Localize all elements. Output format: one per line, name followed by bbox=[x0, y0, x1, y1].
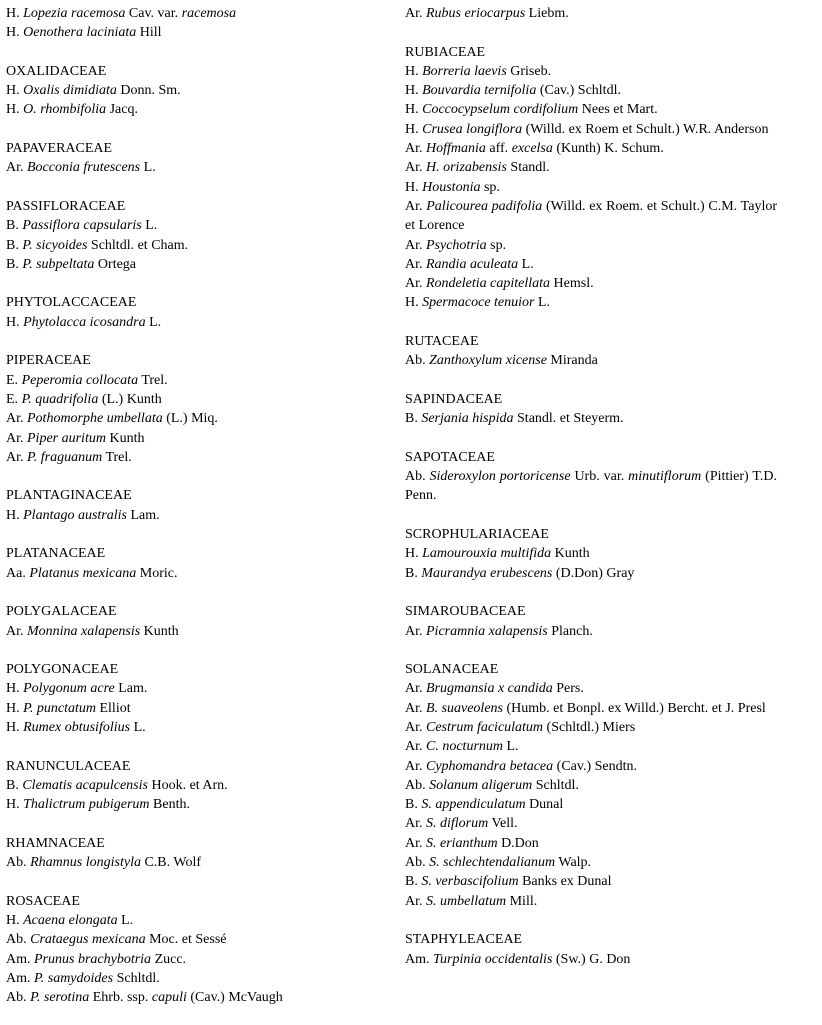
taxon-name: Picramnia xalapensis bbox=[426, 623, 548, 639]
entry-text: (L.) Kunth bbox=[98, 391, 162, 407]
taxon-name: excelsa bbox=[511, 141, 553, 157]
taxon-name: B. suaveolens bbox=[426, 700, 503, 716]
species-entry bbox=[6, 390, 386, 409]
family-block bbox=[405, 525, 777, 583]
entry-text: (Cav.) Sendtn. bbox=[553, 758, 638, 774]
family-name: SCROPHULARIACEAE bbox=[405, 527, 549, 543]
species-entry bbox=[6, 100, 386, 119]
entry-text: Am. bbox=[405, 951, 433, 967]
species-entry bbox=[405, 853, 777, 872]
family-block bbox=[6, 139, 386, 178]
entry-text: Ar. bbox=[6, 160, 27, 176]
family-name: SOLANACEAE bbox=[405, 662, 499, 678]
family-name: PLATANACEAE bbox=[6, 546, 106, 562]
taxon-name: Palicourea padifolia bbox=[426, 198, 543, 214]
taxon-name: Cestrum faciculatum bbox=[426, 719, 544, 735]
entry-text: Ab. bbox=[6, 990, 31, 1006]
taxon-name: Thalictrum pubigerum bbox=[23, 797, 150, 813]
entry-text: Liebm. bbox=[525, 6, 569, 21]
entry-text: H. bbox=[6, 6, 24, 21]
family-block bbox=[405, 602, 777, 641]
entry-text: (Pittier) T.D. Penn. bbox=[405, 469, 777, 504]
family-block bbox=[6, 757, 386, 815]
entry-text: Standl. bbox=[506, 160, 550, 176]
family-name: PASSIFLORACEAE bbox=[6, 198, 126, 214]
entry-text: Ar. bbox=[405, 719, 426, 735]
family-name: PIPERACEAE bbox=[6, 353, 91, 369]
entry-text: B. bbox=[6, 256, 23, 272]
species-entry bbox=[405, 274, 777, 293]
taxon-name: Monnina xalapensis bbox=[27, 623, 141, 639]
entry-text: Ab. bbox=[405, 353, 430, 369]
species-entry bbox=[405, 950, 777, 969]
entry-text: (D.Don) Gray bbox=[552, 565, 635, 581]
family-block bbox=[405, 4, 777, 23]
entry-text: (Willd. ex Roem et Schult.) W.R. Anderson bbox=[522, 121, 769, 137]
entry-text: (Humb. et Bonpl. ex Willd.) Bercht. et J. Presl bbox=[502, 700, 766, 716]
taxon-name: Pothomorphe umbellata bbox=[27, 411, 163, 427]
entry-text: H. bbox=[405, 121, 423, 137]
entry-text: L. bbox=[140, 160, 156, 176]
entry-text: H. bbox=[405, 83, 423, 99]
species-entry bbox=[405, 4, 777, 23]
species-entry bbox=[405, 795, 777, 814]
species-entry bbox=[405, 467, 777, 506]
family-block bbox=[405, 660, 777, 911]
taxon-name: Clematis acapulcensis bbox=[22, 777, 148, 793]
entry-text: Ar. bbox=[405, 700, 426, 716]
family-block bbox=[6, 834, 386, 873]
taxon-name: Psychotria bbox=[426, 237, 487, 253]
entry-text: B. bbox=[405, 797, 422, 813]
entry-text: (Cav.) Schltdl. bbox=[536, 83, 621, 99]
entry-text: (Willd. ex Roem. et Schult.) C.M. Taylor et Lorence bbox=[405, 198, 778, 234]
entry-text: Benth. bbox=[149, 797, 190, 813]
family-block bbox=[6, 4, 386, 43]
family-block bbox=[6, 486, 386, 525]
species-entry bbox=[6, 988, 386, 1007]
family-block bbox=[6, 351, 386, 467]
species-entry bbox=[405, 293, 777, 312]
species-entry bbox=[6, 776, 386, 795]
taxon-name: P. punctatum bbox=[23, 700, 96, 716]
species-entry bbox=[405, 872, 777, 891]
entry-text: Ar. bbox=[405, 198, 427, 214]
taxon-name: P. subpeltata bbox=[22, 256, 95, 272]
entry-text: Walp. bbox=[555, 855, 592, 871]
entry-text: L. bbox=[141, 218, 158, 234]
taxon-name: Rumex obtusifolius bbox=[23, 719, 131, 735]
species-entry bbox=[405, 737, 777, 756]
entry-text: Schltdl. bbox=[532, 777, 579, 793]
entry-text: B. bbox=[405, 874, 422, 890]
entry-text: Hemsl. bbox=[550, 276, 594, 292]
entry-text: Elliot bbox=[95, 700, 131, 716]
entry-text: Kunth bbox=[551, 546, 590, 562]
taxon-name: S. schlechtendalianum bbox=[429, 855, 556, 871]
taxon-name: Bocconia frutescens bbox=[27, 160, 141, 176]
entry-text: Lam. bbox=[114, 681, 148, 697]
taxon-name: Oxalis dimidiata bbox=[23, 83, 117, 99]
species-entry bbox=[6, 4, 386, 23]
entry-text: Ar. bbox=[405, 6, 426, 21]
entry-text: E. bbox=[6, 372, 22, 388]
entry-text: Trel. bbox=[138, 372, 168, 388]
species-entry bbox=[6, 236, 386, 255]
taxon-name: Solanum aligerum bbox=[429, 777, 533, 793]
taxon-name: Crusea longiflora bbox=[422, 121, 523, 137]
taxon-name: Lamourouxia multifida bbox=[422, 546, 552, 562]
entry-text: H. bbox=[405, 63, 423, 79]
species-entry bbox=[405, 139, 777, 158]
family-name: OXALIDACEAE bbox=[6, 63, 107, 79]
species-entry bbox=[6, 255, 386, 274]
taxon-name: Phytolacca icosandra bbox=[23, 314, 146, 330]
entry-text: sp. bbox=[480, 179, 500, 195]
entry-text: Am. bbox=[6, 970, 34, 986]
entry-text: H. bbox=[405, 102, 423, 118]
entry-text: H. bbox=[6, 83, 24, 99]
entry-text: Ar. bbox=[405, 758, 426, 774]
entry-text: Ar. bbox=[405, 256, 426, 272]
entry-text: Donn. Sm. bbox=[116, 83, 181, 99]
species-entry bbox=[405, 622, 777, 641]
family-block bbox=[6, 544, 386, 583]
entry-text: E. bbox=[6, 391, 22, 407]
entry-text: Banks ex Dunal bbox=[518, 874, 612, 890]
family-block bbox=[6, 602, 386, 641]
species-entry bbox=[6, 313, 386, 332]
taxon-name: Acaena elongata bbox=[23, 912, 118, 928]
entry-text: L. bbox=[518, 256, 534, 272]
species-entry bbox=[405, 699, 777, 718]
taxon-name: P. sicyoides bbox=[22, 237, 88, 253]
entry-text: (L.) Miq. bbox=[162, 411, 218, 427]
taxon-name: C. nocturnum bbox=[426, 739, 503, 755]
taxon-name: Passiflora capsularis bbox=[22, 218, 142, 234]
species-entry bbox=[405, 255, 777, 274]
species-entry bbox=[405, 544, 777, 563]
species-entry bbox=[405, 776, 777, 795]
entry-text: (Sw.) G. Don bbox=[552, 951, 631, 967]
entry-text: Mill. bbox=[506, 893, 538, 909]
taxon-name: S. erianthum bbox=[426, 835, 498, 851]
taxon-name: Brugmansia x candida bbox=[426, 681, 553, 697]
family-block bbox=[405, 390, 777, 429]
entry-text: H. bbox=[6, 507, 24, 523]
entry-text: H. bbox=[6, 314, 24, 330]
entry-text: Urb. var. bbox=[570, 469, 629, 485]
taxon-name: O. rhombifolia bbox=[23, 102, 107, 118]
species-entry bbox=[6, 930, 386, 949]
entry-text: Ar. bbox=[405, 276, 426, 292]
entry-text: H. bbox=[6, 681, 24, 697]
taxon-name: S. diflorum bbox=[426, 816, 489, 832]
taxon-name: Cyphomandra betacea bbox=[426, 758, 554, 774]
taxon-name: Platanus mexicana bbox=[29, 565, 137, 581]
entry-text: H. bbox=[6, 102, 24, 118]
taxon-name: Turpinia occidentalis bbox=[433, 951, 553, 967]
entry-text: B. bbox=[6, 777, 23, 793]
entry-text: Ar. bbox=[6, 411, 27, 427]
entry-text: Ar. bbox=[405, 681, 426, 697]
entry-text: Zucc. bbox=[151, 951, 187, 967]
entry-text: Moric. bbox=[136, 565, 178, 581]
species-entry bbox=[405, 409, 777, 428]
species-entry bbox=[405, 158, 777, 177]
species-entry bbox=[6, 158, 386, 177]
species-entry bbox=[6, 853, 386, 872]
entry-text: Pers. bbox=[552, 681, 584, 697]
species-entry bbox=[6, 622, 386, 641]
species-entry bbox=[6, 679, 386, 698]
entry-text: Lam. bbox=[126, 507, 160, 523]
family-name: PHYTOLACCACEAE bbox=[6, 295, 137, 311]
entry-text: H. bbox=[405, 295, 423, 311]
entry-text: (Cav.) McVaugh bbox=[186, 990, 283, 1006]
taxon-name: Borreria laevis bbox=[422, 63, 507, 79]
species-entry bbox=[6, 699, 386, 718]
taxon-name: Piper auritum bbox=[27, 430, 106, 446]
taxon-name: P. quadrifolia bbox=[21, 391, 99, 407]
family-name: POLYGALACEAE bbox=[6, 604, 117, 620]
entry-text: Ortega bbox=[94, 256, 137, 272]
entry-text: B. bbox=[6, 237, 23, 253]
family-name: SIMAROUBACEAE bbox=[405, 604, 526, 620]
entry-text: B. bbox=[6, 218, 23, 234]
entry-text: L. bbox=[534, 295, 551, 311]
entry-text: Kunth bbox=[105, 430, 145, 446]
species-entry bbox=[405, 178, 777, 197]
entry-text: Ehrb. ssp. bbox=[89, 990, 152, 1006]
entry-text: Ab. bbox=[405, 855, 430, 871]
taxon-name: Bouvardia ternifolia bbox=[422, 83, 537, 99]
entry-text: H. bbox=[6, 25, 24, 41]
taxon-name: Rondeletia capitellata bbox=[426, 276, 551, 292]
species-entry bbox=[405, 81, 777, 100]
taxon-name: H. orizabensis bbox=[426, 160, 507, 176]
taxon-name: Peperomia collocata bbox=[21, 372, 139, 388]
species-entry bbox=[405, 892, 777, 911]
entry-text: Ar. bbox=[6, 449, 27, 465]
entry-text: Ar. bbox=[405, 237, 426, 253]
entry-text: H. bbox=[6, 912, 24, 928]
species-entry bbox=[405, 679, 777, 698]
species-entry bbox=[6, 448, 386, 467]
entry-text: aff. bbox=[485, 141, 512, 157]
entry-text: Jacq. bbox=[106, 102, 138, 118]
species-entry bbox=[405, 564, 777, 583]
entry-text: Dunal bbox=[525, 797, 564, 813]
taxon-name: Houstonia bbox=[422, 179, 481, 195]
species-entry bbox=[6, 795, 386, 814]
entry-text: Griseb. bbox=[506, 63, 552, 79]
species-entry bbox=[6, 429, 386, 448]
entry-text: Ar. bbox=[6, 623, 27, 639]
entry-text: Ab. bbox=[405, 777, 430, 793]
entry-text: Schltdl. bbox=[113, 970, 160, 986]
family-name: SAPINDACEAE bbox=[405, 391, 503, 407]
entry-text: (Kunth) K. Schum. bbox=[552, 141, 664, 157]
species-entry bbox=[6, 23, 386, 42]
species-entry bbox=[6, 950, 386, 969]
left-column bbox=[6, 4, 386, 1007]
species-entry bbox=[405, 718, 777, 737]
taxon-name: Rubus eriocarpus bbox=[426, 6, 526, 21]
taxon-name: Maurandya erubescens bbox=[421, 565, 553, 581]
species-entry bbox=[6, 409, 386, 428]
entry-text: H. bbox=[6, 719, 24, 735]
family-name: PLANTAGINACEAE bbox=[6, 488, 132, 504]
family-name: ROSACEAE bbox=[6, 893, 80, 909]
entry-text: Kunth bbox=[140, 623, 179, 639]
entry-text: Ab. bbox=[405, 469, 430, 485]
species-entry bbox=[6, 371, 386, 390]
right-column bbox=[405, 4, 777, 969]
family-block bbox=[405, 930, 777, 969]
entry-text: Aa. bbox=[6, 565, 30, 581]
entry-text: Ar. bbox=[405, 160, 426, 176]
taxon-name: Serjania hispida bbox=[421, 411, 514, 427]
family-name: RHAMNACEAE bbox=[6, 835, 105, 851]
taxon-name: S. verbascifolium bbox=[421, 874, 519, 890]
family-name: SAPOTACEAE bbox=[405, 449, 495, 465]
entry-text: L. bbox=[503, 739, 519, 755]
species-entry bbox=[6, 564, 386, 583]
species-entry bbox=[405, 757, 777, 776]
taxon-name: S. umbellatum bbox=[426, 893, 507, 909]
entry-text: Am. bbox=[6, 951, 34, 967]
species-entry bbox=[405, 197, 777, 236]
taxon-name: Rhamnus longistyla bbox=[30, 855, 141, 871]
entry-text: Ab. bbox=[6, 932, 31, 948]
taxon-name: Crataegus mexicana bbox=[30, 932, 146, 948]
entry-text: L. bbox=[145, 314, 162, 330]
entry-text: B. bbox=[405, 565, 422, 581]
taxon-name: Polygonum acre bbox=[23, 681, 115, 697]
entry-text: Moc. et Sessé bbox=[145, 932, 227, 948]
taxon-name: P. fraguanum bbox=[27, 449, 103, 465]
entry-text: Trel. bbox=[102, 449, 132, 465]
family-block bbox=[6, 892, 386, 1008]
entry-text: Hill bbox=[136, 25, 162, 41]
taxon-name: S. appendiculatum bbox=[421, 797, 526, 813]
family-block bbox=[6, 293, 386, 332]
entry-text: Ar. bbox=[405, 739, 426, 755]
species-entry bbox=[405, 120, 777, 139]
taxon-name: P. serotina bbox=[30, 990, 90, 1006]
taxon-name: Prunus brachybotria bbox=[34, 951, 152, 967]
entry-text: Ar. bbox=[405, 141, 426, 157]
entry-text: Nees et Mart. bbox=[578, 102, 658, 118]
taxon-name: Spermacoce tenuior bbox=[422, 295, 535, 311]
entry-text: Schltdl. et Cham. bbox=[87, 237, 189, 253]
taxon-name: Zanthoxylum xicense bbox=[429, 353, 547, 369]
entry-text: L. bbox=[130, 719, 146, 735]
entry-text: H. bbox=[6, 797, 24, 813]
entry-text: Ar. bbox=[405, 623, 426, 639]
entry-text: Standl. et Steyerm. bbox=[513, 411, 624, 427]
entry-text: Ar. bbox=[405, 816, 426, 832]
family-block bbox=[6, 660, 386, 737]
species-entry bbox=[405, 814, 777, 833]
family-name: RUTACEAE bbox=[405, 334, 479, 350]
species-entry bbox=[405, 100, 777, 119]
family-name: STAPHYLEACEAE bbox=[405, 932, 523, 948]
family-name: POLYGONACEAE bbox=[6, 662, 119, 678]
species-entry bbox=[405, 351, 777, 370]
family-name: RUBIACEAE bbox=[405, 44, 486, 60]
entry-text: (Schltdl.) Miers bbox=[543, 719, 636, 735]
taxon-name: Coccocypselum cordifolium bbox=[422, 102, 579, 118]
family-block bbox=[405, 332, 777, 371]
taxon-name: capuli bbox=[151, 990, 187, 1006]
species-entry bbox=[405, 62, 777, 81]
species-entry bbox=[405, 834, 777, 853]
species-entry bbox=[6, 506, 386, 525]
entry-text: Cav. var. bbox=[125, 6, 182, 21]
entry-text: D.Don bbox=[497, 835, 539, 851]
taxon-name: P. samydoides bbox=[34, 970, 114, 986]
species-entry bbox=[405, 236, 777, 255]
entry-text: Ab. bbox=[6, 855, 31, 871]
entry-text: H. bbox=[405, 179, 423, 195]
species-entry bbox=[6, 216, 386, 235]
entry-text: Ar. bbox=[405, 893, 426, 909]
species-entry bbox=[6, 969, 386, 988]
entry-text: Hook. et Arn. bbox=[147, 777, 228, 793]
entry-text: C.B. Wolf bbox=[140, 855, 202, 871]
taxon-name: Plantago australis bbox=[23, 507, 127, 523]
species-entry bbox=[6, 81, 386, 100]
species-entry bbox=[6, 718, 386, 737]
entry-text: Planch. bbox=[547, 623, 593, 639]
family-name: RANUNCULACEAE bbox=[6, 758, 131, 774]
entry-text: H. bbox=[405, 546, 423, 562]
species-entry bbox=[6, 911, 386, 930]
family-block bbox=[6, 197, 386, 274]
family-name: PAPAVERACEAE bbox=[6, 141, 113, 157]
entry-text: H. bbox=[6, 700, 24, 716]
taxon-name: minutiflorum bbox=[628, 469, 702, 485]
entry-text: Ar. bbox=[6, 430, 27, 446]
entry-text: Miranda bbox=[546, 353, 598, 369]
family-block bbox=[405, 43, 777, 313]
family-block bbox=[405, 448, 777, 506]
taxon-name: Lopezia racemosa bbox=[23, 6, 126, 21]
taxon-name: Randia aculeata bbox=[426, 256, 519, 272]
taxon-name: racemosa bbox=[181, 6, 237, 21]
entry-text: sp. bbox=[486, 237, 507, 253]
entry-text: L. bbox=[117, 912, 134, 928]
family-block bbox=[6, 62, 386, 120]
entry-text: Ar. bbox=[405, 835, 426, 851]
entry-text: Vell. bbox=[488, 816, 518, 832]
taxon-name: Sideroxylon portoricense bbox=[429, 469, 571, 485]
taxon-name: Hoffmania bbox=[426, 141, 486, 157]
taxon-name: Oenothera laciniata bbox=[23, 25, 137, 41]
entry-text: B. bbox=[405, 411, 422, 427]
